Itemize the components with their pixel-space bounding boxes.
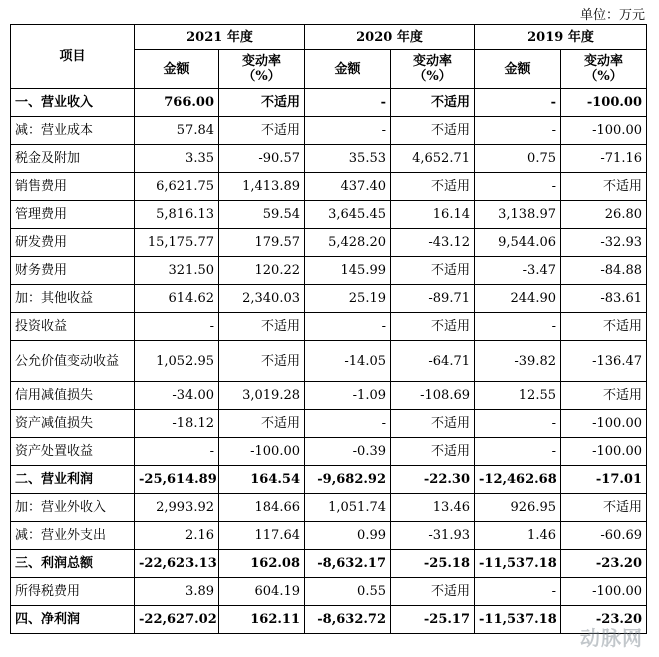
amount-cell: -: [475, 173, 561, 201]
change-rate-cell: -71.16: [561, 145, 647, 173]
amount-cell: -22,623.13: [135, 550, 219, 578]
change-rate-cell: -100.00: [561, 117, 647, 145]
row-label: 资产减值损失: [11, 410, 135, 438]
change-rate-cell: 604.19: [219, 578, 305, 606]
table-row: [11, 257, 647, 285]
change-rate-cell: 不适用: [391, 89, 475, 117]
amount-cell: -11,537.18: [475, 550, 561, 578]
change-rate-cell: 59.54: [219, 201, 305, 229]
row-label: 公允价值变动收益: [11, 341, 135, 382]
change-rate-cell: -43.12: [391, 229, 475, 257]
amount-cell: 1,052.95: [135, 341, 219, 382]
change-rate-line1: 变动率: [583, 54, 623, 69]
amount-cell: 3,138.97: [475, 201, 561, 229]
change-rate-cell: -25.18: [391, 550, 475, 578]
table-row: [11, 313, 647, 341]
change-rate-line2: （%）: [584, 69, 623, 84]
change-rate-cell: 16.14: [391, 201, 475, 229]
change-rate-cell: 不适用: [391, 578, 475, 606]
amount-cell: -: [305, 89, 391, 117]
year-header-2019: 2019 年度: [475, 25, 647, 50]
amount-cell: 926.95: [475, 494, 561, 522]
amount-cell: 0.99: [305, 522, 391, 550]
row-label: 税金及附加: [11, 145, 135, 173]
change-rate-header: [219, 50, 305, 89]
table-row: [11, 341, 647, 382]
amount-cell: 0.55: [305, 578, 391, 606]
amount-cell: 2.16: [135, 522, 219, 550]
change-rate-cell: -89.71: [391, 285, 475, 313]
amount-cell: -11,537.18: [475, 606, 561, 634]
table-row: [11, 438, 647, 466]
amount-cell: -9,682.92: [305, 466, 391, 494]
change-rate-line2: （%）: [242, 69, 281, 84]
amount-cell: -: [475, 578, 561, 606]
unit-label: 单位：万元: [579, 8, 645, 23]
change-rate-cell: 164.54: [219, 466, 305, 494]
table-row: [11, 466, 647, 494]
change-rate-cell: 117.64: [219, 522, 305, 550]
row-label: 三、利润总额: [11, 550, 135, 578]
change-rate-cell: 不适用: [391, 173, 475, 201]
change-rate-cell: 不适用: [561, 173, 647, 201]
row-label: 加：营业外收入: [11, 494, 135, 522]
row-label: 所得税费用: [11, 578, 135, 606]
amount-cell: 0.75: [475, 145, 561, 173]
table-row: [11, 410, 647, 438]
change-rate-cell: 26.80: [561, 201, 647, 229]
amount-cell: 57.84: [135, 117, 219, 145]
table-row: [11, 382, 647, 410]
amount-cell: 437.40: [305, 173, 391, 201]
table-body: [11, 89, 647, 634]
change-rate-line1: 变动率: [241, 54, 281, 69]
amount-cell: -: [475, 438, 561, 466]
change-rate-cell: 162.11: [219, 606, 305, 634]
row-label: 一、营业收入: [11, 89, 135, 117]
table-row: [11, 550, 647, 578]
change-rate-cell: -23.20: [561, 550, 647, 578]
amount-header: 金额: [305, 50, 391, 89]
change-rate-line1: 变动率: [412, 54, 452, 69]
amount-cell: -39.82: [475, 341, 561, 382]
amount-cell: 3.35: [135, 145, 219, 173]
year-header-2020: 2020 年度: [305, 25, 475, 50]
amount-cell: 145.99: [305, 257, 391, 285]
row-label: 销售费用: [11, 173, 135, 201]
change-rate-cell: 120.22: [219, 257, 305, 285]
change-rate-cell: -100.00: [561, 438, 647, 466]
change-rate-cell: 不适用: [219, 313, 305, 341]
amount-cell: 2,993.92: [135, 494, 219, 522]
change-rate-cell: -31.93: [391, 522, 475, 550]
table-row: [11, 522, 647, 550]
row-label: 加：其他收益: [11, 285, 135, 313]
amount-cell: -: [475, 313, 561, 341]
table-row: [11, 201, 647, 229]
change-rate-cell: -23.20: [561, 606, 647, 634]
change-rate-cell: 13.46: [391, 494, 475, 522]
change-rate-cell: 不适用: [391, 438, 475, 466]
row-label: 二、营业利润: [11, 466, 135, 494]
change-rate-cell: 不适用: [219, 410, 305, 438]
change-rate-cell: -32.93: [561, 229, 647, 257]
amount-cell: 5,816.13: [135, 201, 219, 229]
amount-cell: -3.47: [475, 257, 561, 285]
row-label: 财务费用: [11, 257, 135, 285]
amount-cell: -: [475, 89, 561, 117]
amount-cell: 3,645.45: [305, 201, 391, 229]
row-label: 管理费用: [11, 201, 135, 229]
change-rate-cell: 4,652.71: [391, 145, 475, 173]
change-rate-cell: 162.08: [219, 550, 305, 578]
item-header: 项目: [11, 25, 135, 89]
amount-cell: 9,544.06: [475, 229, 561, 257]
amount-cell: -0.39: [305, 438, 391, 466]
change-rate-cell: -17.01: [561, 466, 647, 494]
amount-cell: -8,632.72: [305, 606, 391, 634]
amount-cell: 1.46: [475, 522, 561, 550]
amount-cell: 15,175.77: [135, 229, 219, 257]
change-rate-cell: 不适用: [219, 117, 305, 145]
amount-header: 金额: [135, 50, 219, 89]
change-rate-cell: 不适用: [219, 341, 305, 382]
amount-cell: -1.09: [305, 382, 391, 410]
change-rate-cell: -100.00: [561, 410, 647, 438]
amount-header: 金额: [475, 50, 561, 89]
amount-cell: 12.55: [475, 382, 561, 410]
amount-cell: 25.19: [305, 285, 391, 313]
year-header-2021: 2021 年度: [135, 25, 305, 50]
change-rate-cell: 不适用: [219, 89, 305, 117]
change-rate-line2: （%）: [413, 69, 452, 84]
amount-cell: -18.12: [135, 410, 219, 438]
change-rate-cell: 不适用: [561, 494, 647, 522]
change-rate-cell: 不适用: [391, 257, 475, 285]
table-row: [11, 145, 647, 173]
row-label: 减：营业成本: [11, 117, 135, 145]
change-rate-header: [391, 50, 475, 89]
table-row: [11, 89, 647, 117]
row-label: 投资收益: [11, 313, 135, 341]
change-rate-cell: -83.61: [561, 285, 647, 313]
change-rate-cell: -84.88: [561, 257, 647, 285]
change-rate-cell: 不适用: [391, 117, 475, 145]
amount-cell: 766.00: [135, 89, 219, 117]
amount-cell: -34.00: [135, 382, 219, 410]
change-rate-cell: 179.57: [219, 229, 305, 257]
amount-cell: -8,632.17: [305, 550, 391, 578]
change-rate-cell: 不适用: [561, 313, 647, 341]
row-label: 资产处置收益: [11, 438, 135, 466]
row-label: 减：营业外支出: [11, 522, 135, 550]
income-statement-table: [10, 24, 647, 634]
change-rate-cell: 2,340.03: [219, 285, 305, 313]
amount-cell: 1,051.74: [305, 494, 391, 522]
amount-cell: 35.53: [305, 145, 391, 173]
change-rate-cell: -60.69: [561, 522, 647, 550]
change-rate-cell: 不适用: [391, 410, 475, 438]
row-label: 四、净利润: [11, 606, 135, 634]
change-rate-cell: 不适用: [391, 313, 475, 341]
change-rate-cell: -108.69: [391, 382, 475, 410]
amount-cell: -: [305, 117, 391, 145]
row-label: 信用减值损失: [11, 382, 135, 410]
change-rate-cell: 3,019.28: [219, 382, 305, 410]
amount-cell: -14.05: [305, 341, 391, 382]
amount-cell: -12,462.68: [475, 466, 561, 494]
change-rate-cell: -100.00: [561, 578, 647, 606]
row-label: 研发费用: [11, 229, 135, 257]
amount-cell: 244.90: [475, 285, 561, 313]
amount-cell: 614.62: [135, 285, 219, 313]
change-rate-cell: -90.57: [219, 145, 305, 173]
change-rate-cell: -100.00: [561, 89, 647, 117]
table-row: [11, 117, 647, 145]
table-row: [11, 285, 647, 313]
amount-cell: -: [305, 410, 391, 438]
change-rate-cell: -100.00: [219, 438, 305, 466]
amount-cell: -: [305, 313, 391, 341]
change-rate-header: [561, 50, 647, 89]
change-rate-cell: 184.66: [219, 494, 305, 522]
amount-cell: -: [475, 117, 561, 145]
amount-cell: -: [135, 438, 219, 466]
change-rate-cell: -136.47: [561, 341, 647, 382]
change-rate-cell: -25.17: [391, 606, 475, 634]
amount-cell: 6,621.75: [135, 173, 219, 201]
change-rate-cell: 不适用: [561, 382, 647, 410]
change-rate-cell: 1,413.89: [219, 173, 305, 201]
amount-cell: -25,614.89: [135, 466, 219, 494]
table-row: [11, 229, 647, 257]
amount-cell: -: [475, 410, 561, 438]
watermark-logo: 动脉网: [580, 626, 643, 650]
table-row: [11, 173, 647, 201]
table-row: [11, 494, 647, 522]
amount-cell: 5,428.20: [305, 229, 391, 257]
table-row: [11, 578, 647, 606]
change-rate-cell: -64.71: [391, 341, 475, 382]
amount-cell: -: [135, 313, 219, 341]
change-rate-cell: -22.30: [391, 466, 475, 494]
amount-cell: 3.89: [135, 578, 219, 606]
amount-cell: -22,627.02: [135, 606, 219, 634]
amount-cell: 321.50: [135, 257, 219, 285]
table-row: [11, 606, 647, 634]
